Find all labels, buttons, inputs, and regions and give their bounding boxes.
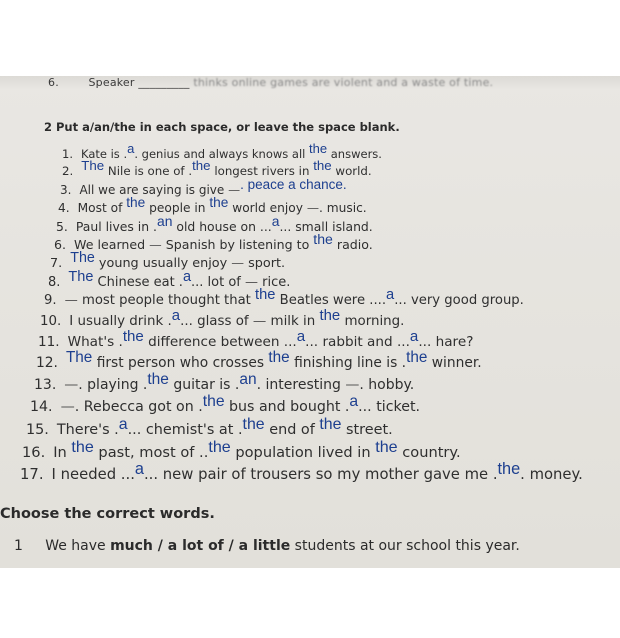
handwritten-answer: a — [182, 269, 192, 285]
handwritten-answer: the — [192, 158, 211, 173]
blank-dash: — — [228, 183, 241, 197]
item-number: 10. — [40, 314, 62, 329]
item-text: country. — [397, 444, 461, 461]
item-text: street. — [341, 422, 393, 438]
item-text: rice. — [258, 275, 291, 290]
question-options[interactable]: much / a lot of / a little — [110, 538, 291, 554]
item-text: ... hare? — [418, 334, 474, 350]
item-text: ... chemist's at . — [127, 422, 243, 438]
item-text: ... small island. — [279, 219, 373, 234]
item-text: ... ticket. — [358, 399, 421, 415]
blank-dash: — — [231, 256, 245, 271]
blank-dash: — — [345, 377, 360, 393]
exercise-item-12 — [36, 349, 482, 372]
exercise-item-15 — [26, 416, 393, 439]
item-number: 12. — [36, 355, 58, 371]
blank-dash: — — [64, 293, 78, 308]
handwritten-answer: the — [126, 195, 146, 210]
item-text: . money. — [520, 466, 583, 483]
item-number: 16. — [22, 444, 46, 461]
item-number: 15. — [26, 422, 49, 438]
item-text: I needed ... — [51, 466, 135, 483]
handwritten-answer: the — [71, 438, 94, 456]
question-1 — [14, 538, 520, 554]
exercise-item-8 — [48, 269, 291, 290]
exercise-item-1 — [62, 141, 382, 161]
item-text: people in — [145, 201, 210, 215]
fragment-number: 6. — [48, 76, 59, 89]
item-text: most people thought that — [77, 293, 256, 308]
item-text: winner. — [427, 355, 482, 371]
exercise-item-17 — [20, 460, 583, 484]
item-text: Most of — [77, 201, 127, 215]
item-text: . hobby. — [359, 377, 415, 393]
handwritten-answer: . peace a chance. — [240, 177, 347, 192]
exercise-item-10 — [40, 308, 405, 329]
item-number: 2. — [62, 164, 74, 178]
handwritten-answer: the — [202, 393, 225, 410]
exercise-item-2 — [62, 158, 372, 178]
question-number: 1 — [14, 538, 23, 554]
exercise-item-16 — [22, 438, 461, 462]
item-text: world enjoy — [228, 201, 307, 215]
item-text: young usually enjoy — [94, 256, 232, 271]
handwritten-answer: The — [65, 349, 93, 366]
handwritten-answer: a — [296, 328, 306, 345]
item-text: ... rabbit and ... — [305, 334, 410, 350]
item-text: ... glass of — [180, 314, 253, 329]
item-text: milk in — [266, 314, 320, 329]
handwritten-answer: the — [497, 460, 521, 478]
item-text: We learned — [74, 237, 150, 252]
handwritten-answer: the — [242, 416, 265, 433]
exercise-item-14 — [30, 393, 421, 416]
exercise-item-6 — [54, 231, 373, 252]
item-number: 5. — [56, 219, 68, 234]
exercise-item-9 — [44, 287, 524, 308]
item-text: ... very good group. — [394, 293, 524, 308]
item-text: first person who crosses — [92, 355, 269, 371]
item-text: answers. — [327, 147, 382, 161]
handwritten-answer: a — [118, 416, 128, 433]
item-text: past, most of .. — [93, 444, 209, 461]
item-text: sport. — [244, 256, 286, 271]
item-text: world. — [331, 164, 372, 178]
exercise-item-3 — [60, 177, 347, 197]
item-text: All we are saying is give — [79, 183, 229, 197]
exercise-item-11 — [38, 328, 474, 350]
item-text: morning. — [340, 314, 405, 329]
handwritten-answer: the — [375, 438, 398, 456]
item-text: Spanish by listening to — [161, 237, 314, 252]
handwritten-answer: the — [313, 231, 333, 247]
section-heading: Choose the correct words. — [0, 506, 215, 522]
handwritten-answer: an — [156, 213, 173, 229]
handwritten-answer: the — [309, 141, 328, 156]
blank-dash: — — [149, 237, 162, 252]
blank-dash: — — [306, 201, 320, 215]
exercise-item-13 — [34, 371, 415, 394]
previous-item-fragment — [48, 76, 493, 89]
item-number: 17. — [20, 466, 44, 483]
handwritten-answer: the — [122, 328, 144, 345]
item-text: population lived in — [230, 444, 376, 461]
item-text: longest rivers in — [210, 164, 314, 178]
handwritten-answer: a — [171, 308, 181, 324]
item-text: There's . — [56, 422, 119, 438]
question-suffix: students at our school this year. — [290, 538, 520, 554]
item-text: guitar is . — [168, 377, 240, 393]
handwritten-answer: a — [409, 328, 419, 345]
item-text: ... new pair of trousers so my mother gave me . — [143, 466, 498, 483]
handwritten-answer: the — [208, 438, 231, 456]
item-number: 9. — [44, 293, 57, 308]
item-text: difference between ... — [143, 334, 297, 350]
handwritten-answer: an — [239, 371, 257, 388]
item-text: old house on ... — [172, 219, 272, 234]
handwritten-answer: a — [127, 141, 135, 156]
blank-dash: — — [64, 377, 79, 393]
handwritten-answer: The — [68, 269, 94, 285]
handwritten-answer: the — [147, 371, 169, 388]
handwritten-answer: the — [319, 308, 341, 324]
handwritten-answer: a — [271, 213, 280, 229]
item-number: 6. — [54, 237, 67, 252]
item-text: Beatles were .... — [275, 293, 387, 308]
handwritten-answer: a — [386, 287, 395, 303]
handwritten-answer: a — [349, 393, 359, 410]
item-text: radio. — [332, 237, 373, 252]
item-text: Nile is one of . — [104, 164, 193, 178]
item-text: I usually drink . — [69, 314, 172, 329]
exercise-item-4 — [58, 195, 367, 215]
item-number: 1. — [62, 147, 73, 161]
item-number: 3. — [60, 183, 72, 197]
item-text: finishing line is . — [289, 355, 407, 371]
fragment-smudged-text: thinks online games are violent and a waste of time. — [193, 76, 494, 89]
item-number: 11. — [38, 334, 60, 350]
item-text: Paul lives in . — [75, 219, 157, 234]
handwritten-answer: the — [255, 287, 276, 303]
item-text: Kate is . — [80, 147, 128, 161]
item-number: 13. — [34, 377, 57, 393]
handwritten-answer: The — [70, 250, 95, 266]
blank-dash: — — [245, 275, 259, 290]
handwritten-answer: the — [209, 195, 229, 210]
blank-dash: — — [60, 399, 75, 415]
handwritten-answer: the — [406, 349, 428, 366]
item-text: What's . — [67, 334, 123, 350]
handwritten-answer: a — [134, 460, 144, 478]
item-text: . Rebecca got on . — [74, 399, 203, 415]
item-number: 8. — [48, 275, 61, 290]
item-text: Chinese eat . — [93, 275, 183, 290]
item-text: . playing . — [78, 377, 148, 393]
item-number: 4. — [58, 201, 70, 215]
handwritten-answer: The — [81, 158, 105, 173]
item-text: In — [53, 444, 72, 461]
handwritten-answer: the — [268, 349, 290, 366]
item-text: bus and bought . — [224, 399, 350, 415]
fragment-text: Speaker _________ — [88, 76, 190, 89]
item-number: 7. — [50, 256, 63, 271]
handwritten-answer: the — [313, 158, 332, 173]
item-text: ... lot of — [191, 275, 246, 290]
handwritten-answer: the — [319, 416, 342, 433]
item-text: end of — [264, 422, 320, 438]
item-text: . music. — [319, 201, 367, 215]
item-number: 14. — [30, 399, 53, 415]
item-text: . interesting — [256, 377, 346, 393]
item-text: . genius and always knows all — [134, 147, 310, 161]
blank-dash: — — [252, 314, 267, 329]
exercise-heading: 2 Put a/an/the in each space, or leave the space blank. — [44, 120, 400, 134]
question-prefix: We have — [45, 538, 111, 554]
